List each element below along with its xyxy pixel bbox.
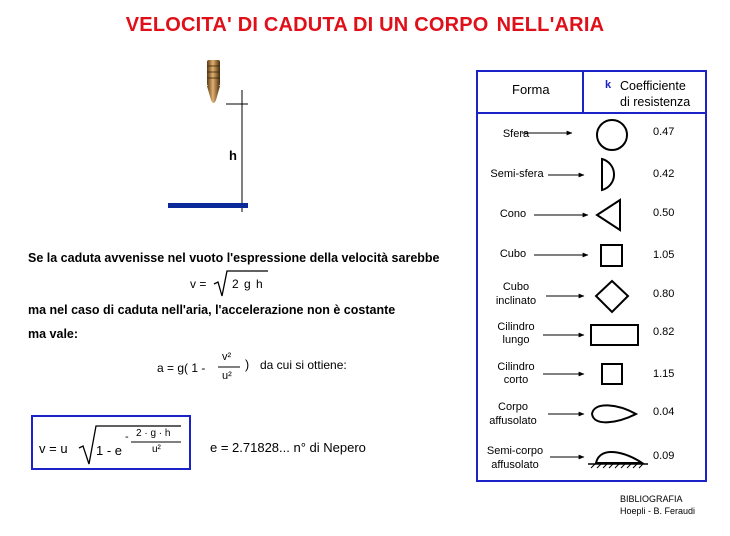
header-k: k [605, 79, 612, 91]
title-part1: VELOCITA' DI CADUTA DI UN CORPO [125, 14, 489, 36]
row-label-line1: Semi-sfera [490, 168, 544, 180]
header-forma: Forma [512, 82, 550, 97]
row-label-semisfera [472, 168, 562, 181]
text-line1: Se la caduta avvenisse nel vuoto l'espressione della velocità sarebbe [28, 251, 440, 265]
row-label-corpo-affusolato [468, 401, 558, 428]
a-equation-label: a = g( 1 - [157, 361, 206, 375]
row-label-line1: Cilindro [497, 321, 535, 333]
value-cilindro-corto: 1.15 [653, 368, 675, 380]
value-cubo-inclinato: 0.80 [653, 288, 675, 300]
a-fraction-denominator: u² [222, 370, 232, 382]
bibliography-line2: Hoepli - B. Feraudi [620, 506, 696, 516]
value-corpo-affusolato: 0.04 [653, 406, 675, 418]
v-equation-label: v = [190, 277, 207, 291]
text-line2: ma nel caso di caduta nell'aria, l'accelerazione non è costante [28, 303, 396, 317]
header-divider [582, 72, 584, 112]
row-label-line1: Cono [499, 208, 527, 220]
row-label-line2: corto [503, 374, 529, 386]
row-label-cilindro-lungo [471, 321, 561, 347]
row-label-line2: lungo [502, 334, 530, 346]
v2-equation-one: 1 - e [96, 443, 123, 458]
row-label-line1: Corpo [498, 401, 528, 413]
v2-equation-label: v = u [39, 441, 68, 456]
row-label-line2: inclinato [495, 295, 537, 307]
v-equation-radicand: 2 g h [232, 277, 264, 291]
row-label-line1: Sfera [502, 128, 530, 140]
value-cilindro-lungo: 0.82 [653, 326, 675, 338]
value-sfera: 0.47 [653, 126, 675, 138]
row-label-cubo-inclinato [471, 281, 561, 308]
value-cubo: 1.05 [653, 249, 675, 261]
row-label-line2: affusolato [491, 459, 539, 471]
a-equation-close: ) [245, 358, 250, 372]
v2-exponent-numerator: 2 · g · h [136, 428, 171, 439]
row-label-cubo [468, 248, 558, 261]
value-semi-corpo: 0.09 [653, 450, 675, 462]
euler-definition: e = 2.71828... n° di Nepero [210, 440, 366, 455]
height-label: h [229, 148, 237, 163]
header-coeff-line2: di resistenza [620, 95, 691, 109]
text-line3: ma vale: [28, 327, 79, 341]
row-label-line2: affusolato [489, 415, 537, 427]
row-label-line1: Semi-corpo [486, 445, 544, 457]
ground-bar [168, 203, 248, 208]
row-label-line1: Cilindro [497, 361, 535, 373]
value-cono: 0.50 [653, 207, 675, 219]
title-part2: NELL'ARIA [496, 14, 605, 36]
value-semisfera: 0.42 [653, 168, 675, 180]
row-label-line1: Cubo [499, 248, 527, 260]
bullet-icon [207, 60, 220, 103]
a-fraction-numerator: v² [222, 351, 232, 363]
row-label-cono [468, 208, 558, 221]
header-underline [478, 112, 705, 114]
header-coeff-line1: Coefficiente [620, 79, 686, 93]
v2-exponent-minus: - [125, 431, 129, 443]
a-equation-tail: da cui si ottiene: [260, 358, 347, 372]
row-label-semi-corpo [470, 445, 560, 472]
bibliography-line1: BIBLIOGRAFIA [620, 494, 683, 504]
row-label-cilindro-corto [471, 361, 561, 387]
row-label-sfera [471, 128, 561, 141]
row-label-line1: Cubo [502, 281, 530, 293]
v2-exponent-denominator: u² [152, 444, 161, 455]
